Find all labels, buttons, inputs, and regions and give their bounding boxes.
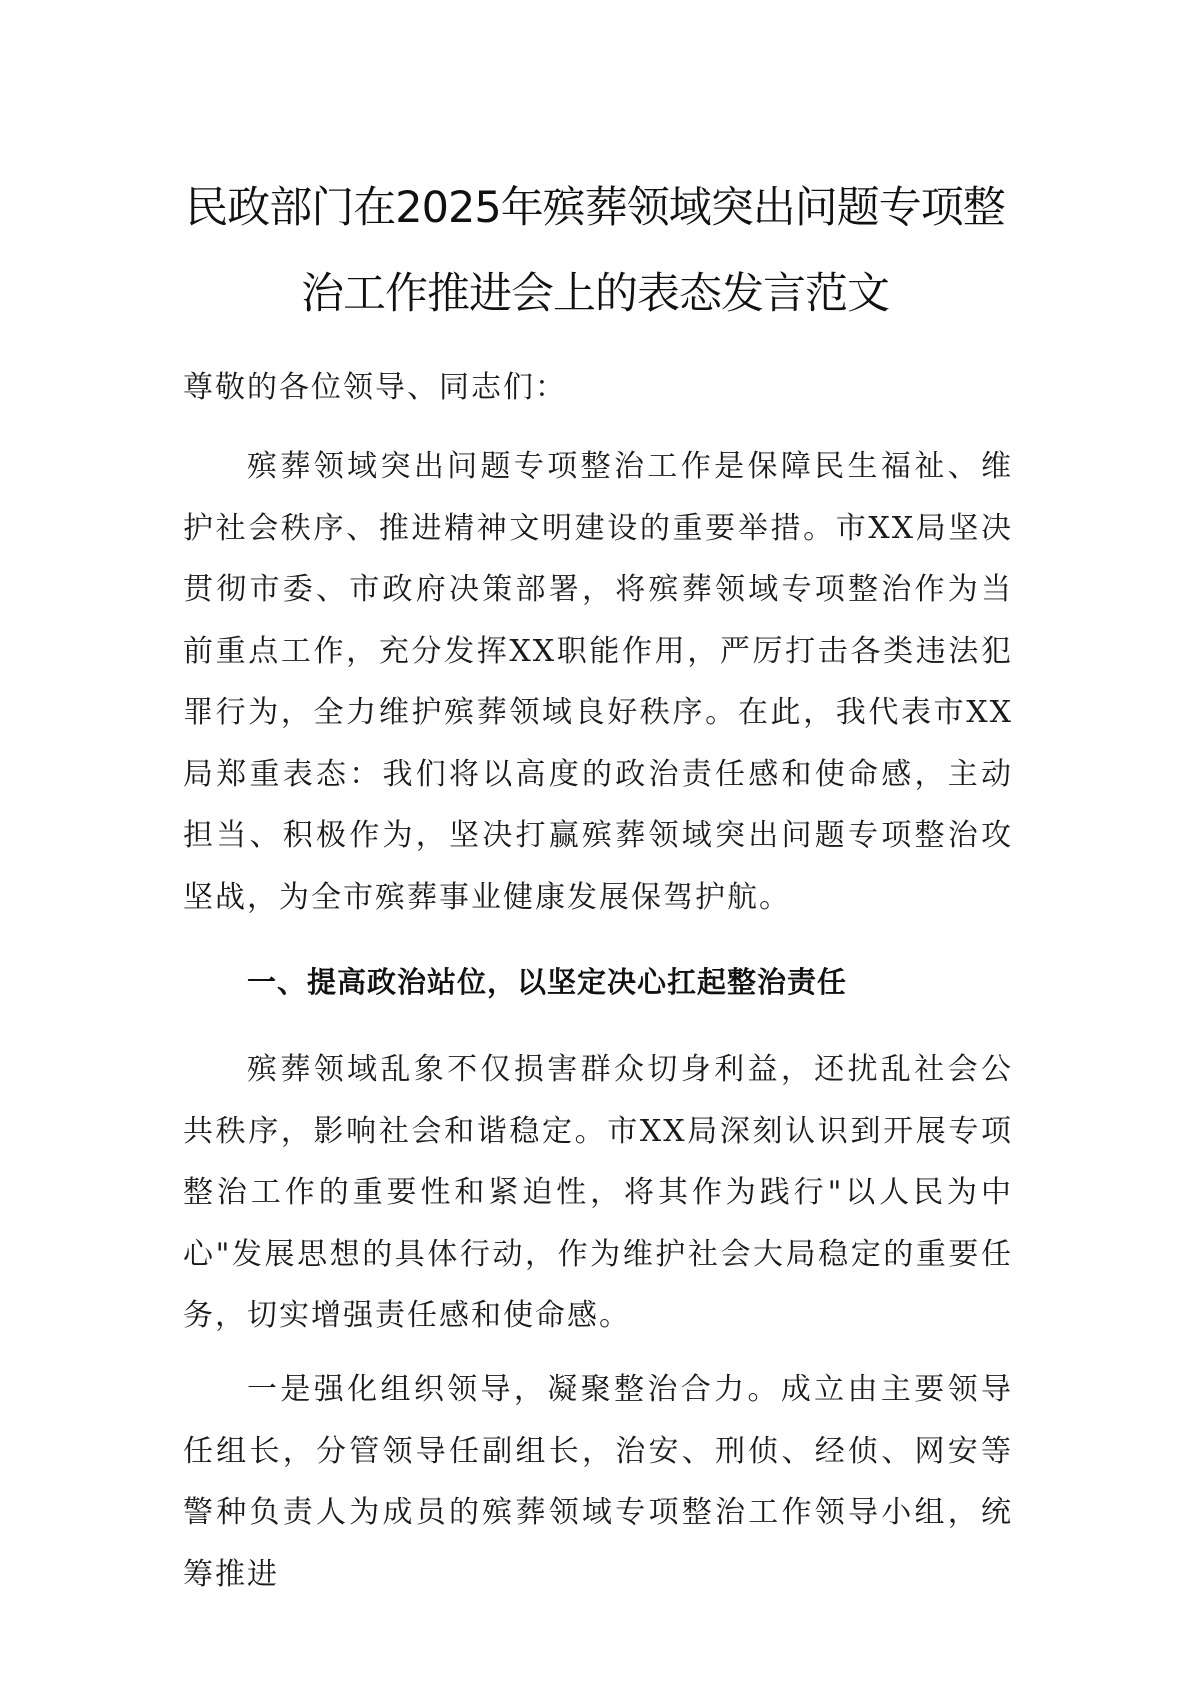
paragraph-organization: 一是强化组织领导，凝聚整治合力。成立由主要领导任组长，分管领导任副组长，治安、刑侦、经侦、网安等警种负责人为成员的殡葬领域专项整治工作领导小组，统筹推进: [183, 1372, 1013, 1592]
section-heading-1: 一、提高政治站位，以坚定决心扛起整治责任: [247, 965, 848, 999]
salutation: 尊敬的各位领导、同志们：: [183, 370, 567, 405]
document-title-line-1: 民政部门在2025年殡葬领域突出问题专项整: [185, 183, 1005, 233]
document-title-line-2: 治工作推进会上的表态发言范文: [301, 269, 889, 319]
paragraph-intro: 殡葬领域突出问题专项整治工作是保障民生福祉、维护社会秩序、推进精神文明建设的重要举措。市XX局坚决贯彻市委、市政府决策部署，将殡葬领域专项整治作为当前重点工作，充分发挥XX职能作用，严厉打击各类违法犯罪行为，全力维护殡葬领域良好秩序。在此，我代表市XX局郑重表态：我们将以高度的政治责任感和使命感，主动担当、积极作为，坚决打赢殡葬领域突出问题专项整治攻坚战，为全市殡葬事业健康发展保驾护航。: [183, 449, 1013, 915]
paragraph-section1: 殡葬领域乱象不仅损害群众切身利益，还扰乱社会公共秩序，影响社会和谐稳定。市XX局深刻认识到开展专项整治工作的重要性和紧迫性，将其作为践行"以人民为中心"发展思想的具体行动，作为维护社会大局稳定的重要任务，切实增强责任感和使命感。: [183, 1052, 1013, 1333]
